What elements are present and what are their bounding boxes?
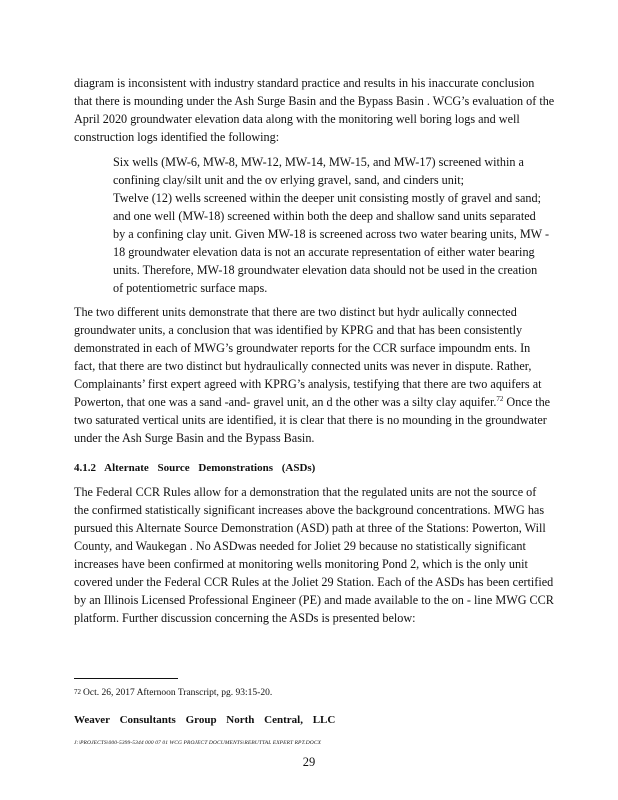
bullet-line: Twelve (12) wells screened within the deeper unit consisting mostly of gravel and sand; bbox=[113, 191, 541, 205]
firm-name: Weaver Consultants Group North Central, LLC bbox=[74, 714, 336, 726]
body-line: April 2020 groundwater elevation data along with the monitoring well boring logs and well bbox=[74, 112, 520, 126]
bullet-line: of potentiometric surface maps. bbox=[113, 281, 268, 295]
body-line: pursued this Alternate Source Demonstration (ASD) path at three of the Stations: Powerton, Will bbox=[74, 521, 546, 535]
body-text: Once the bbox=[503, 395, 551, 409]
body-line: Complainants’ first expert agreed with KPRG’s analysis, testifying that there are two aquifers at bbox=[74, 377, 542, 391]
footnote-separator bbox=[74, 678, 178, 679]
bullet-line: by a confining clay unit. Given MW-18 is screened across two water bearing units, MW - bbox=[113, 227, 550, 241]
body-line: County, and Waukegan . No ASDwas needed for Joliet 29 because no statistically significant bbox=[74, 539, 526, 553]
body-line: The Federal CCR Rules allow for a demonstration that the regulated units are not the source of bbox=[74, 485, 537, 499]
body-line: covered under the Federal CCR Rules at the Joliet 29 Station. Each of the ASDs has been certified bbox=[74, 575, 554, 589]
body-line: that there is mounding under the Ash Surge Basin and the Bypass Basin . WCG’s evaluation of the bbox=[74, 94, 555, 108]
body-line: increases have been confirmed at monitoring wells monitoring Pond 2, which is the only unit bbox=[74, 557, 528, 571]
body-line-with-footnote bbox=[74, 395, 550, 410]
section-heading: 4.1.2 Alternate Source Demonstrations (ASDs) bbox=[74, 462, 316, 474]
body-line: groundwater units, a conclusion that was identified by KPRG and that has been consistently bbox=[74, 323, 523, 337]
body-line: platform. Further discussion concerning the ASDs is presented below: bbox=[74, 611, 416, 625]
bullet-line: and one well (MW-18) screened within both the deep and shallow sand units separated bbox=[113, 209, 536, 223]
body-line: demonstrated in each of MWG’s groundwater reports for the CCR surface impoundm ents. In bbox=[74, 341, 531, 355]
footnote bbox=[74, 687, 272, 699]
bullet-line: 18 groundwater elevation data is not an accurate representation of either water bearing bbox=[113, 245, 535, 259]
bullet-line: confining clay/silt unit and the ov erlying gravel, sand, and cinders unit; bbox=[113, 173, 464, 187]
footnote-reference: 72 bbox=[496, 394, 504, 403]
body-line: diagram is inconsistent with industry standard practice and results in his inaccurate conclusion bbox=[74, 76, 535, 90]
body-line: the confirmed statistically significant increases above the background concentrations. MWG has bbox=[74, 503, 545, 517]
bullet-line: units. Therefore, MW-18 groundwater elevation data should not be used in the creation bbox=[113, 263, 538, 277]
body-line: construction logs identified the following: bbox=[74, 130, 280, 144]
footnote-text: Oct. 26, 2017 Afternoon Transcript, pg. 93:15-20. bbox=[83, 688, 273, 698]
body-line: two saturated vertical units are identified, it is clear that there is no mounding in the groundwater bbox=[74, 413, 547, 427]
footnote-number: 72 bbox=[74, 688, 81, 696]
bullet-line: Six wells (MW-6, MW-8, MW-12, MW-14, MW-15, and MW-17) screened within a bbox=[113, 155, 524, 169]
page-number: 29 bbox=[302, 755, 316, 769]
body-line: by an Illinois Licensed Professional Engineer (PE) and made available to the on - line MWG CCR bbox=[74, 593, 554, 607]
body-line: under the Ash Surge Basin and the Bypass Basin. bbox=[74, 431, 315, 445]
body-line: fact, that there are two distinct but hydraulically connected units was never in dispute. Rather, bbox=[74, 359, 532, 373]
body-line: The two different units demonstrate that there are two distinct but hydr aulically connected bbox=[74, 305, 517, 319]
file-path: J:\PROJECTS\000-5399-5344 000 07 01 WCG PROJECT DOCUMENTS\REBUTTAL EXPERT RPT.DOCX bbox=[74, 740, 322, 746]
body-text: Powerton, that one was a sand -and- gravel unit, an d the other was a silty clay aquifer. bbox=[74, 395, 497, 409]
